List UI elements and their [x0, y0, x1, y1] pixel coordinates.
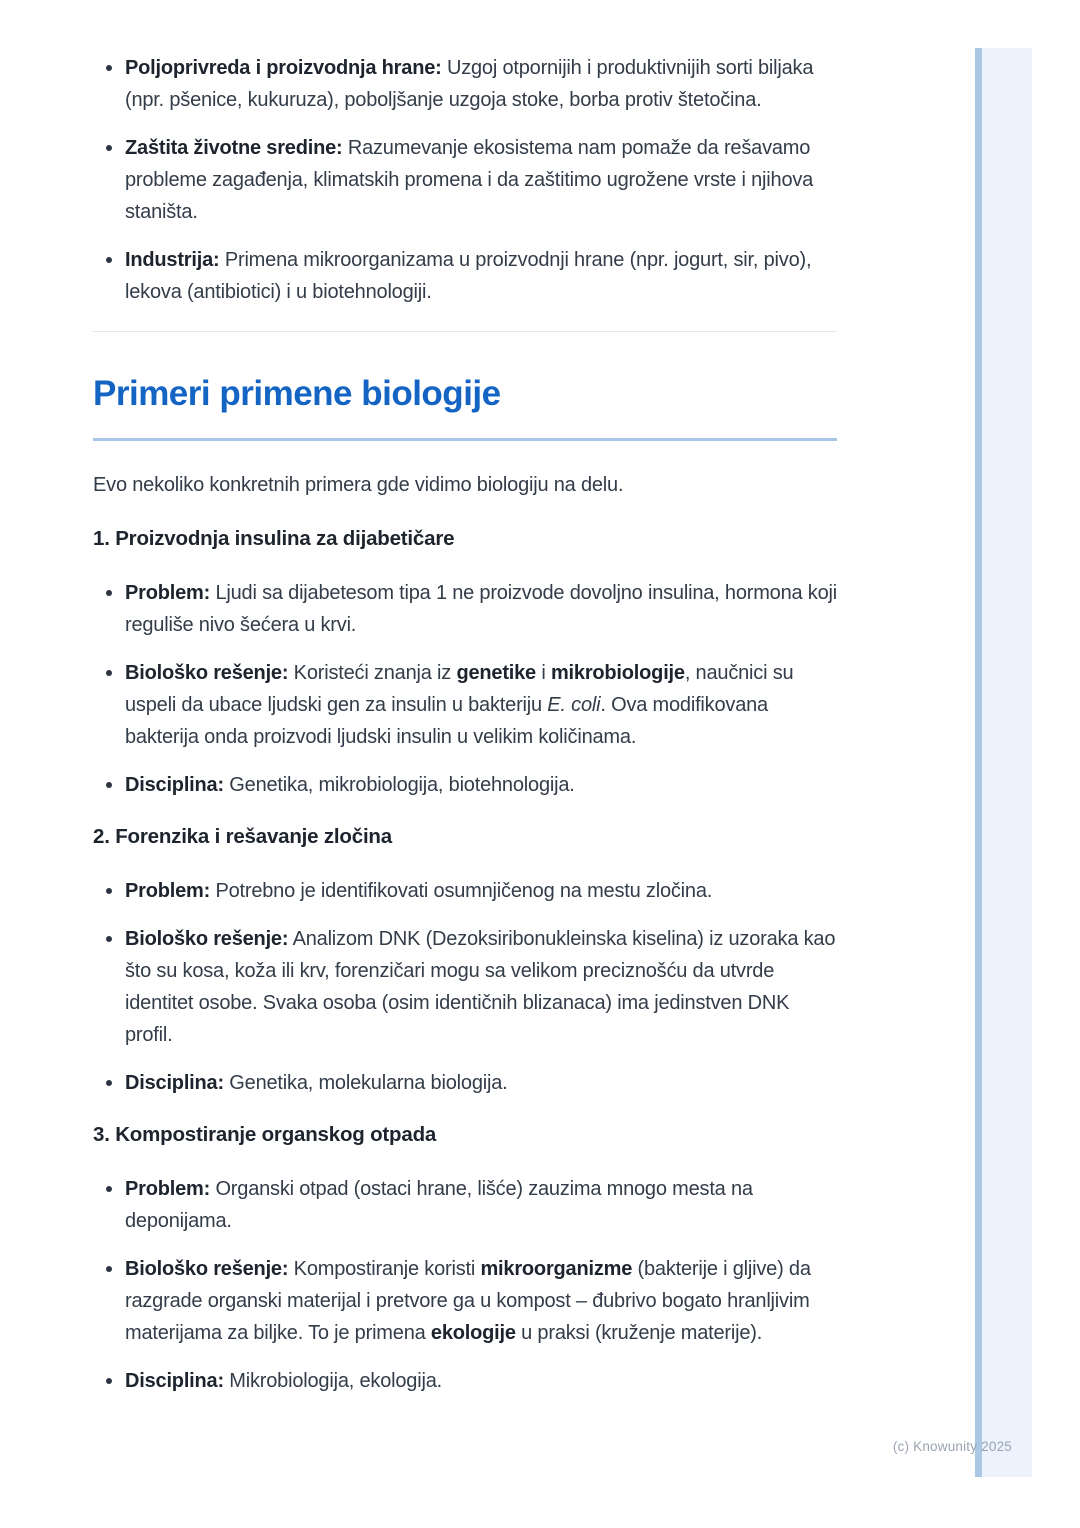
- page-edge-decoration: [975, 48, 1032, 1477]
- list-item: Zaštita životne sredine: Razumevanje ekosistema nam pomaže da rešavamo probleme zagađenja, klimatskih promena i da zaštitimo ugrožene vrste i njihova staništa.: [93, 132, 837, 228]
- example-bullet-list-1: [93, 577, 837, 801]
- list-item: Problem: Organski otpad (ostaci hrane, lišće) zauzima mnogo mesta na deponijama.: [93, 1173, 837, 1237]
- example-heading-3: 3. Kompostiranje organskog otpada: [93, 1123, 437, 1146]
- page-title: Primeri primene biologije: [93, 372, 837, 441]
- intro-text: Evo nekoliko konkretnih primera gde vidimo biologiju na delu.: [93, 474, 624, 496]
- list-item: Disciplina: Genetika, mikrobiologija, biotehnologija.: [93, 769, 837, 801]
- list-item: Biološko rešenje: Kompostiranje koristi mikroorganizme (bakterije i gljive) da razgrade organski materijal i pretvore ga u kompost – đubrivo bogato hranljivim materijama za biljke. To je primena ekologije u praksi (kruženje materije).: [93, 1253, 837, 1349]
- list-item: Biološko rešenje: Analizom DNK (Dezoksiribonukleinska kiselina) iz uzoraka kao što su kosa, koža ili krv, forenzičari mogu sa velikom preciznošću da utvrde identitet osobe. Svaka osoba (osim identičnih blizanaca) ima jedinstven DNK profil.: [93, 923, 837, 1051]
- list-item: Industrija: Primena mikroorganizama u proizvodnji hrane (npr. jogurt, sir, pivo), lekova (antibiotici) i u biotehnologiji.: [93, 244, 837, 308]
- copyright-text: (c) Knowunity 2025: [892, 1439, 1012, 1454]
- list-item: Problem: Ljudi sa dijabetesom tipa 1 ne proizvode dovoljno insulina, hormona koji reguliše nivo šećera u krvi.: [93, 577, 837, 641]
- list-item: Problem: Potrebno je identifikovati osumnjičenog na mestu zločina.: [93, 875, 837, 907]
- example-bullet-list-2: [93, 875, 837, 1099]
- example-heading-1: 1. Proizvodnja insulina za dijabetičare: [93, 527, 455, 550]
- example-bullet-list-3: [93, 1173, 837, 1397]
- list-item: Biološko rešenje: Koristeći znanja iz genetike i mikrobiologije, naučnici su uspeli da ubace ljudski gen za insulin u bakteriju E. coli. Ova modifikovana bakterija onda proizvodi ljudski insulin u velikim količinama.: [93, 657, 837, 753]
- list-item: Disciplina: Genetika, molekularna biologija.: [93, 1067, 837, 1099]
- list-item: Poljoprivreda i proizvodnja hrane: Uzgoj otpornijih i produktivnijih sorti biljaka (npr. pšenice, kukuruza), poboljšanje uzgoja stoke, borba protiv štetočina.: [93, 52, 837, 116]
- section-divider: [93, 331, 837, 332]
- example-heading-2: 2. Forenzika i rešavanje zločina: [93, 825, 392, 848]
- document-content: [93, 0, 837, 1417]
- applications-bullet-list: [93, 52, 837, 308]
- list-item: Disciplina: Mikrobiologija, ekologija.: [93, 1365, 837, 1397]
